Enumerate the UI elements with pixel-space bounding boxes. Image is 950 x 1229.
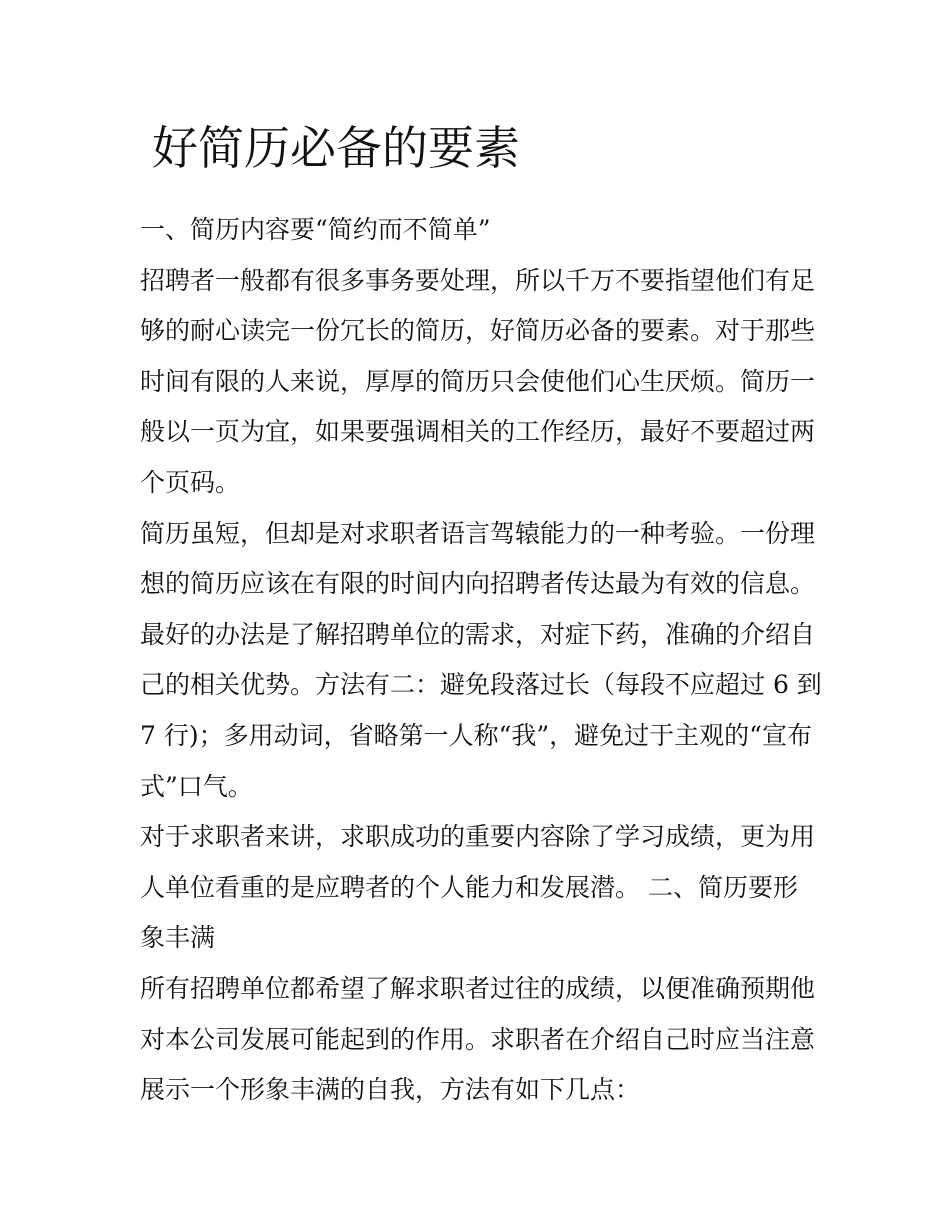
text-line: 对本公司发展可能起到的作用。求职者在介绍自己时应当注意 xyxy=(140,1024,816,1054)
text-line: 对于求职者来讲，求职成功的重要内容除了学习成绩，更为用 xyxy=(140,822,816,852)
text-line: 象丰满 xyxy=(140,923,216,953)
text-line: 己的相关优势。方法有二：避免段落过长（每段不应超过 6 到 xyxy=(140,670,822,700)
document-title: 好简历必备的要素 xyxy=(152,121,520,175)
text-line: 简历虽短，但却是对求职者语言驾辕能力的一种考验。一份理 xyxy=(140,518,816,548)
text-line: 时间有限的人来说，厚厚的简历只会使他们心生厌烦。简历一 xyxy=(140,366,816,396)
text-line: 一、简历内容要“简约而不简单” xyxy=(140,215,491,244)
text-line: 式”口气。 xyxy=(140,771,253,801)
text-line: 7 行)；多用动词，省略第一人称“我”，避免过于主观的“宣布 xyxy=(140,720,812,750)
text-line: 般以一页为宜，如果要强调相关的工作经历，最好不要超过两 xyxy=(140,417,816,447)
text-line: 最好的办法是了解招聘单位的需求，对症下药，准确的介绍自 xyxy=(140,619,816,649)
text-line: 招聘者一般都有很多事务要处理，所以千万不要指望他们有足 xyxy=(140,265,816,295)
text-line: 人单位看重的是应聘者的个人能力和发展潜。 二、简历要形 xyxy=(140,872,798,902)
text-line: 想的简历应该在有限的时间内向招聘者传达最为有效的信息。 xyxy=(140,569,816,599)
text-line: 所有招聘单位都希望了解求职者过往的成绩，以便准确预期他 xyxy=(140,973,816,1003)
text-line: 展示一个形象丰满的自我，方法有如下几点： xyxy=(140,1075,641,1105)
document-body xyxy=(140,205,822,1116)
text-line: 个页码。 xyxy=(140,467,241,497)
text-line: 够的耐心读完一份冗长的简历，好简历必备的要素。对于那些 xyxy=(140,316,816,346)
